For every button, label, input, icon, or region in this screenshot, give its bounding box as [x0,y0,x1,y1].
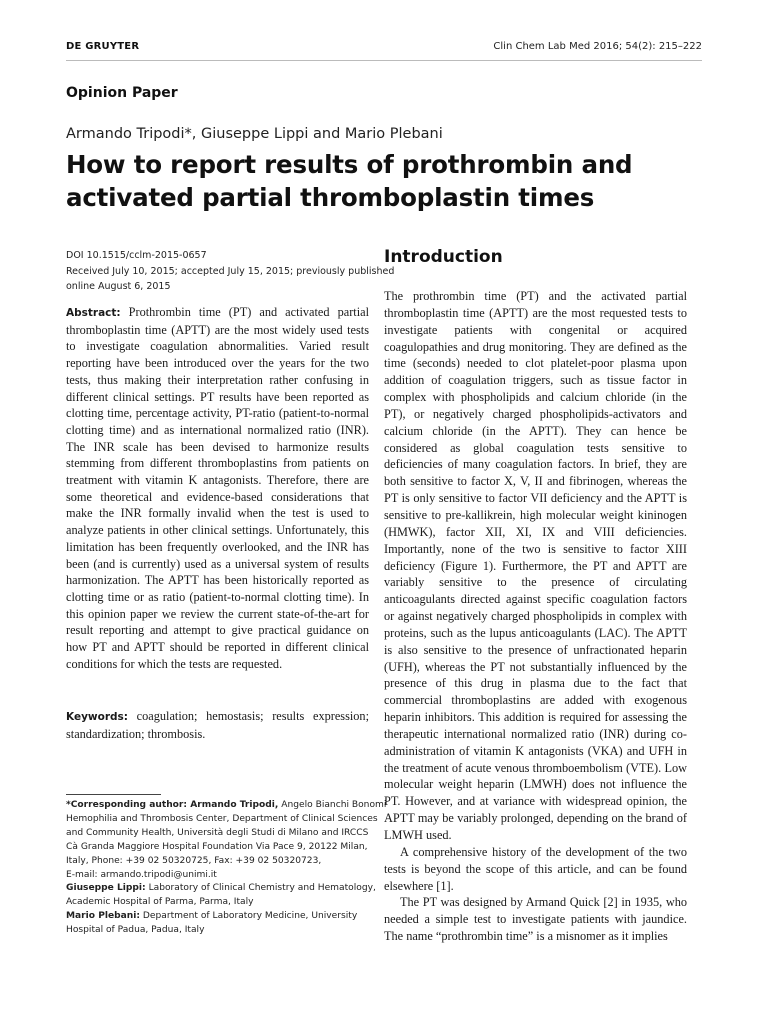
intro-paragraph-3: The PT was designed by Armand Quick [2] in 1935, who needed a simple test to investigate patients with jaundice. The name “prothrombin time” is a misnomer as it implies [384,895,687,944]
keywords [66,708,369,742]
footnote-text: Laboratory of Clinical Chemistry and Hematology, [145,883,376,894]
footnote-text: and Community Health, Università degli Studi di Milano and IRCCS [66,827,369,838]
paper-type: Opinion Paper [66,85,178,101]
title-line-2: activated partial thromboplastin times [66,183,595,212]
intro-paragraph-1: The prothrombin time (PT) and the activated partial thromboplastin time (APTT) are the most requested tests to investigate patients with congenital or acquired coagulopathies and drug monitoring. They are defined as the time (seconds) needed to clot platelet-poor plasma upon addition of coagulation triggers, such as tissue factor in complex with phospholipids and calcium chloride (in the PT), or negatively charged phospholipids-activators and calcium chloride (in the APTT). They can hence be considered as global coagulation tests sensitive to deficiencies of many coagulation factors. In brief, they are both sensitive to factor X, V, II and fibrinogen, whereas the PT is only sensitive to factor VII deficiency and the APTT is sensitive to pre-kallikrein, high molecular weight kininogen (HMWK), factor XII, XI, IX and VIII deficiencies. Importantly, none of the two is sensitive to factor XIII deficiency (Figure 1). Furthermore, the PT and APTT are variably sensitive to the presence of circulating anticoagulants directed against specific coagulation factors or against negatively charged phospholipids in complex with proteins, such as the lupus anticoagulants (LAC). The APTT is also sensitive to the presence of unfractionated heparin (UFH), whereas the PT not substantially influenced by the presence of this drug in plasma due to the fact that commercial thromboplastins are added with exogenous heparin inhibitors. This addition is required for assessing the therapeutic international normalized ratio (INR) during co-administration of vitamin K antagonists (VKA) and UFH in the treatment of acute venous thromboembolism (VTE). Low molecular weight heparin (LMWH) does not influence the PT. However, and at variance with widespread opinion, the APTT may be variably prolonged, depending on the brand of LMWH used. [384,289,687,842]
introduction-body [384,288,687,945]
abstract-label: Abstract: [66,307,121,319]
running-header [66,41,702,57]
header-rule [66,60,702,61]
keywords-text: coagulation; hemostasis; results expression; standardization; thrombosis. [66,709,369,741]
author-footnotes [66,799,387,938]
title-line-1: How to report results of prothrombin and [66,150,633,179]
received-line-1: Received July 10, 2015; accepted July 15, 2015; previously published [66,265,395,277]
received-line-2: online August 6, 2015 [66,281,171,292]
publisher-name: DE GRUYTER [66,41,140,52]
journal-reference: Clin Chem Lab Med 2016; 54(2): 215–222 [493,41,702,52]
lippi-label: Giuseppe Lippi: [66,883,146,894]
footnote-text: Italy, Phone: +39 02 50320725, Fax: +39 02 50320723, [66,855,322,866]
footnote-text: Hospital of Padua, Padua, Italy [66,925,205,936]
footnote-text: Angelo Bianchi Bonomi [278,800,387,810]
footnote-text: Cà Granda Maggiore Hospital Foundation Via Pace 9, 20122 Milan, [66,841,368,852]
footnote-rule [66,794,161,795]
doi-link[interactable]: DOI 10.1515/cclm-2015-0657 [66,250,207,261]
plebani-label: Mario Plebani: [66,911,141,922]
article-meta [66,248,395,295]
footnote-text: Academic Hospital of Parma, Parma, Italy [66,897,254,908]
corresponding-author-label: *Corresponding author: Armando Tripodi, [66,800,279,810]
article-title [66,148,666,214]
footnote-text: Department of Laboratory Medicine, University [140,911,358,922]
intro-paragraph-2: A comprehensive history of the development of the two tests is beyond the scope of this article, and can be found elsewhere [1]. [384,844,687,893]
footnote-text: Hemophilia and Thrombosis Center, Department of Clinical Sciences [66,813,378,824]
author-list: Armando Tripodi*, Giuseppe Lippi and Mario Plebani [66,126,443,142]
abstract-text: Prothrombin time (PT) and activated partial thromboplastin time (APTT) are the most widely used tests to investigate coagulation abnormalities. Varied result reporting have been introduced over the years for the two tests, thus making their interpretation rather confusing in different clinical settings. PT results have been reported as clotting time, percentage activity, PT-ratio (patient-to-normal clotting time) and as international normalized ratio (INR). The INR scale has been devised to harmonize results stemming from different thromboplastins from patients on treatment with vitamin K antagonists. Therefore, there are some theoretical and evidence-based considerations that make the INR formally invalid when the test is used to analyze patients in other clinical settings. Unfortunately, this limitation has been frequently overlooked, and the INR has been (and is currently) used as a universal system of results harmonization. The APTT has been historically reported as clotting time or as ratio (patient-to-normal clotting time). In this opinion paper we review the current state-of-the-art for result reporting and attempt to give practical guidance on how PT and APTT should be reported in different clinical conditions for which the tests are requested. [66,305,369,671]
abstract [66,304,369,672]
introduction-heading: Introduction [384,247,503,267]
author-email[interactable]: E-mail: armando.tripodi@unimi.it [66,869,217,880]
keywords-label: Keywords: [66,711,128,723]
